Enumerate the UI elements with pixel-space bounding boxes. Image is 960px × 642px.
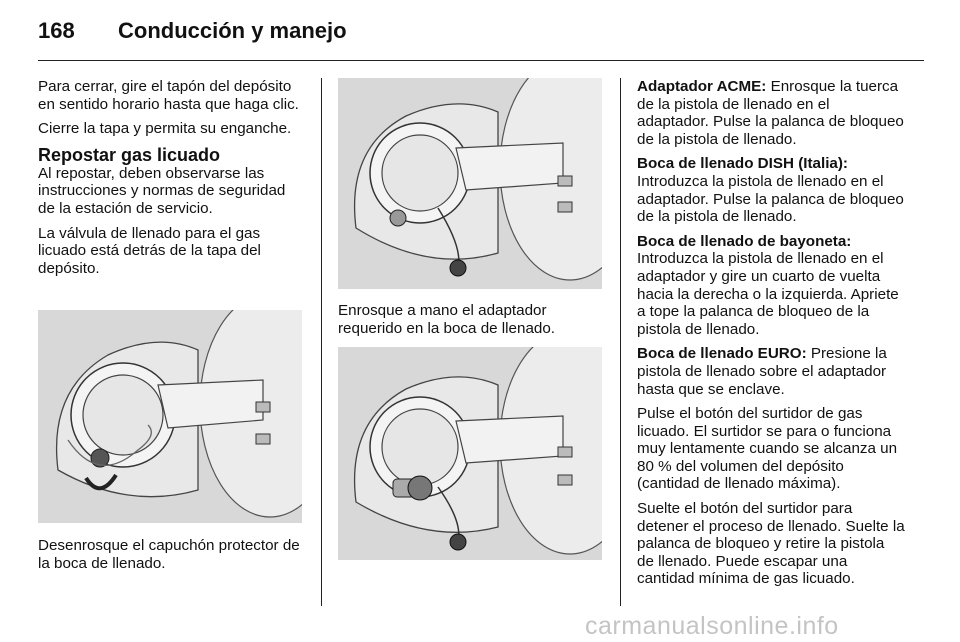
caption-unscrew-cap: Desenrosque el capuchón protector de la boca de llenado. [38,537,300,572]
lead-euro: Boca de llenado EURO: [637,345,807,363]
paragraph-euro [637,345,905,398]
paragraph-bayonet [637,233,905,339]
paragraph-acme [637,78,905,148]
header-divider [38,60,924,61]
section-heading-lpg: Repostar gas licuado [38,144,221,165]
paragraph-release-button: Suelte el botón del surtidor para detener el proceso de llenado. Suelte la palanca de bloqueo y retire la pistola de llenado. Puede escapar una cantidad mínima de gas licuado. [637,500,905,588]
column-1 [38,78,306,284]
paragraph-close-cap: Para cerrar, gire el tapón del depósito en sentido horario hasta que haga clic. [38,78,299,113]
column-2-caption-wrap [338,302,606,344]
illustration-adapter-installed [338,347,602,560]
caption-screw-adapter: Enrosque a mano el adaptador requerido en la boca de llenado. [338,302,556,337]
caption-1-wrap [38,537,306,579]
paragraph-close-flap: Cierre la tapa y permita su enganche. [38,120,292,138]
illustration-unscrew-cap [38,310,302,523]
lead-acme: Adaptador ACME: [637,78,767,95]
page-title: Conducción y manejo [118,18,347,43]
paragraph-press-button: Pulse el botón del surtidor de gas licuado. El surtidor se para o funciona muy lentamente cuando se alcanza un 80 % del volumen del depósito (cantidad de llenado máxima). [637,405,898,493]
paragraph-valve-location: La válvula de llenado para el gas licuado está detrás de la tapa del depósito. [38,224,261,277]
text-dish: Introduzca la pistola de llenado en el adaptador. Pulse la palanca de bloqueo de la pistola de llenado. [637,172,904,226]
paragraph-dish [637,155,905,225]
column-3 [637,78,905,595]
paragraph-safety: Al repostar, deben observarse las instrucciones y normas de seguridad de la estación de servicio. [38,164,286,217]
column-divider-2 [620,78,621,606]
text-acme: Enrosque la tuerca de la pistola de llenado en el adaptador. Pulse la palanca de bloqueo de la pistola de llenado. [637,78,904,148]
illustration-filler-adapter [338,78,602,289]
page-header [38,14,924,60]
watermark: carmanualsonline.info [585,612,839,640]
text-bayonet: Introduzca la pistola de llenado en el adaptador y gire un cuarto de vuelta hacia la derecha o la izquierda. Apriete a tope la palanca de bloqueo de la pistola de llenado. [637,250,899,338]
text-euro: Presione la pistola de llenado sobre el adaptador hasta que se enclave. [637,345,887,398]
lead-dish: Boca de llenado DISH (Italia): [637,155,848,173]
lead-bayonet: Boca de llenado de bayoneta: [637,232,852,250]
page-number: 168 [38,18,75,43]
column-divider-1 [321,78,322,606]
